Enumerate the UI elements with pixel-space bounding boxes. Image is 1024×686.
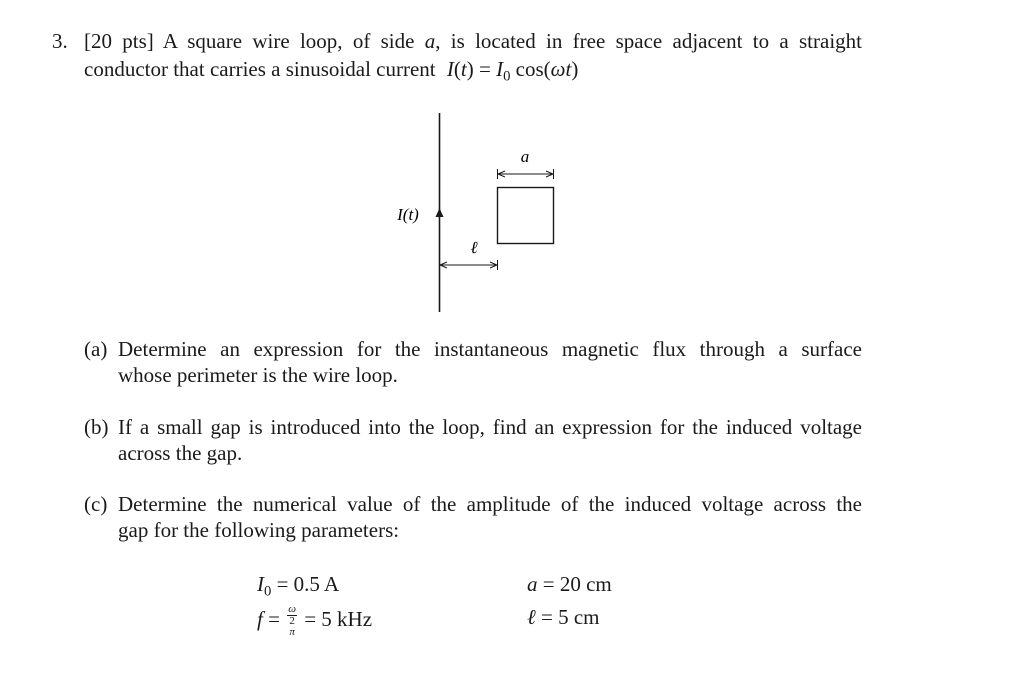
part-b-line2: across the gap. bbox=[118, 441, 243, 465]
param-l: ℓ = 5 cm bbox=[527, 605, 600, 629]
part-b-label: (b) bbox=[84, 415, 109, 439]
part-c-line1: Determine the numerical value of the amplitude of the induced voltage across the bbox=[118, 492, 862, 516]
distance-dimension-arrow bbox=[440, 260, 498, 270]
part-b-line1: If a small gap is introduced into the loop, find an expression for the induced voltage bbox=[118, 415, 862, 439]
part-c-label: (c) bbox=[84, 492, 108, 516]
part-a-line1: Determine an expression for the instantaneous magnetic flux through a surface bbox=[118, 337, 862, 361]
current-equation: $I(t) = I_0$ cos(ωt) bbox=[446, 57, 579, 85]
part-c-line2: gap for the following parameters: bbox=[118, 518, 400, 542]
part-a-line2: whose perimeter is the wire loop. bbox=[118, 363, 398, 387]
square-wire-loop bbox=[498, 188, 554, 244]
problem-statement-line2: conductor that carries a sinusoidal current $I(t) = I_0$ cos(ωt) bbox=[84, 57, 579, 85]
loop-conductor-figure bbox=[380, 105, 580, 320]
param-f: f = ω 2 π = 5 kHz bbox=[257, 603, 373, 638]
param-a: a = 20 cm bbox=[527, 572, 612, 596]
part-a-label: (a) bbox=[84, 337, 108, 361]
problem-statement-line1: [20 pts] A square wire loop, of side a, is located in free space adjacent to a straight bbox=[84, 29, 862, 53]
side-label: a bbox=[520, 147, 530, 166]
current-label: I(t) bbox=[397, 205, 419, 224]
param-I0: $I_0 = 0.5$ A bbox=[257, 572, 340, 600]
distance-label: ℓ bbox=[470, 238, 478, 257]
problem-number: 3. bbox=[52, 29, 68, 53]
side-dimension-arrow bbox=[498, 169, 554, 179]
current-direction-arrow bbox=[436, 208, 444, 217]
